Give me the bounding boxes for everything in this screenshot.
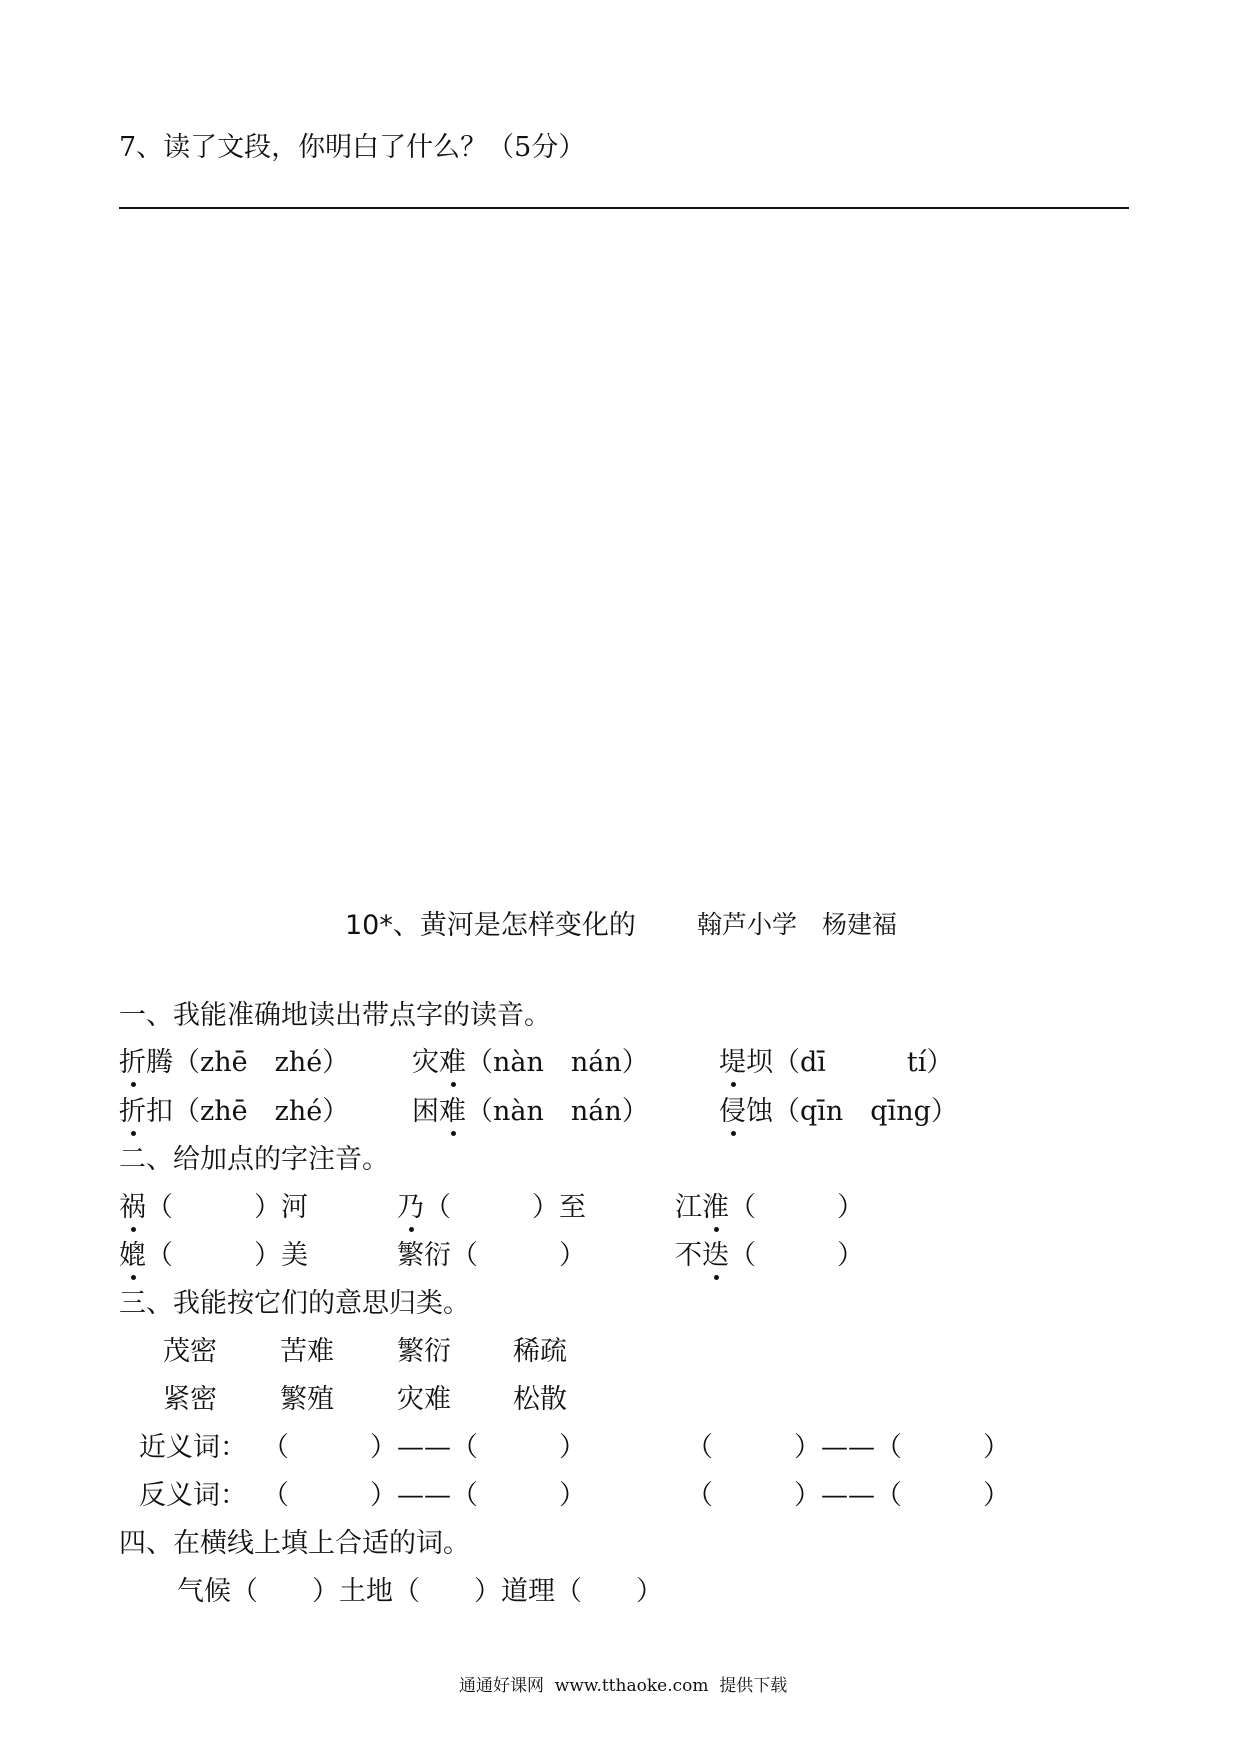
section-1-heading: 一、我能准确地读出带点字的读音。 (119, 1000, 551, 1031)
pinyin-item: 堤坝（dī tí） (719, 1047, 954, 1078)
dotted-char: 淮 (702, 1192, 729, 1223)
word: 紧密 (163, 1384, 217, 1415)
dotted-char: 折 (119, 1047, 146, 1078)
section-3-heading: 三、我能按它们的意思归类。 (119, 1288, 470, 1319)
footer: 通通好课网 www.tthaoke.com 提供下载 (459, 1676, 788, 1696)
dotted-char: 迭 (702, 1240, 729, 1271)
word: 繁衍 (397, 1336, 451, 1367)
dotted-char: 侵 (719, 1096, 746, 1127)
annotate-item: 祸（ ）河 (119, 1192, 308, 1223)
dotted-char: 乃 (397, 1192, 424, 1223)
word: 松散 (513, 1384, 567, 1415)
question-7: 7、读了文段，你明白了什么？（5分） (119, 132, 586, 163)
section-4-heading: 四、在横线上填上合适的词。 (119, 1528, 470, 1559)
dotted-char: 难 (439, 1096, 466, 1127)
annotate-item: 繁衍（ ） (397, 1240, 586, 1271)
antonym-label: 反义词： (139, 1480, 247, 1511)
pinyin-item: 困难（nàn nán） (412, 1096, 649, 1127)
pinyin-item: 折腾（zhē zhé） (119, 1047, 350, 1078)
blank-pair: （ ）——（ ） (262, 1432, 586, 1463)
annotate-item: 媲（ ）美 (119, 1240, 308, 1271)
dotted-char: 媲 (119, 1240, 146, 1271)
answer-line (119, 207, 1129, 209)
annotate-item: 不迭（ ） (675, 1240, 864, 1271)
word: 繁殖 (280, 1384, 334, 1415)
lesson-title: 10*、黄河是怎样变化的 (345, 910, 636, 941)
dotted-char: 祸 (119, 1192, 146, 1223)
pinyin-item: 侵蚀（qīn qīng） (719, 1096, 958, 1127)
blank-pair: （ ）——（ ） (686, 1432, 1010, 1463)
synonym-label: 近义词： (139, 1432, 247, 1463)
dotted-char: 堤 (719, 1047, 746, 1078)
blank-pair: （ ）——（ ） (262, 1480, 586, 1511)
word: 稀疏 (513, 1336, 567, 1367)
word: 灾难 (397, 1384, 451, 1415)
annotate-item: 乃（ ）至 (397, 1192, 586, 1223)
dotted-char: 折 (119, 1096, 146, 1127)
section-2-heading: 二、给加点的字注音。 (119, 1144, 389, 1175)
fill-in-row: 气候（ ）土地（ ）道理（ ） (177, 1576, 663, 1607)
dotted-char: 难 (439, 1047, 466, 1078)
pinyin-item: 灾难（nàn nán） (412, 1047, 649, 1078)
word: 苦难 (280, 1336, 334, 1367)
pinyin-item: 折扣（zhē zhé） (119, 1096, 350, 1127)
word: 茂密 (163, 1336, 217, 1367)
lesson-author: 翰芦小学 杨建福 (697, 910, 898, 939)
blank-pair: （ ）——（ ） (686, 1480, 1010, 1511)
annotate-item: 江淮（ ） (675, 1192, 864, 1223)
